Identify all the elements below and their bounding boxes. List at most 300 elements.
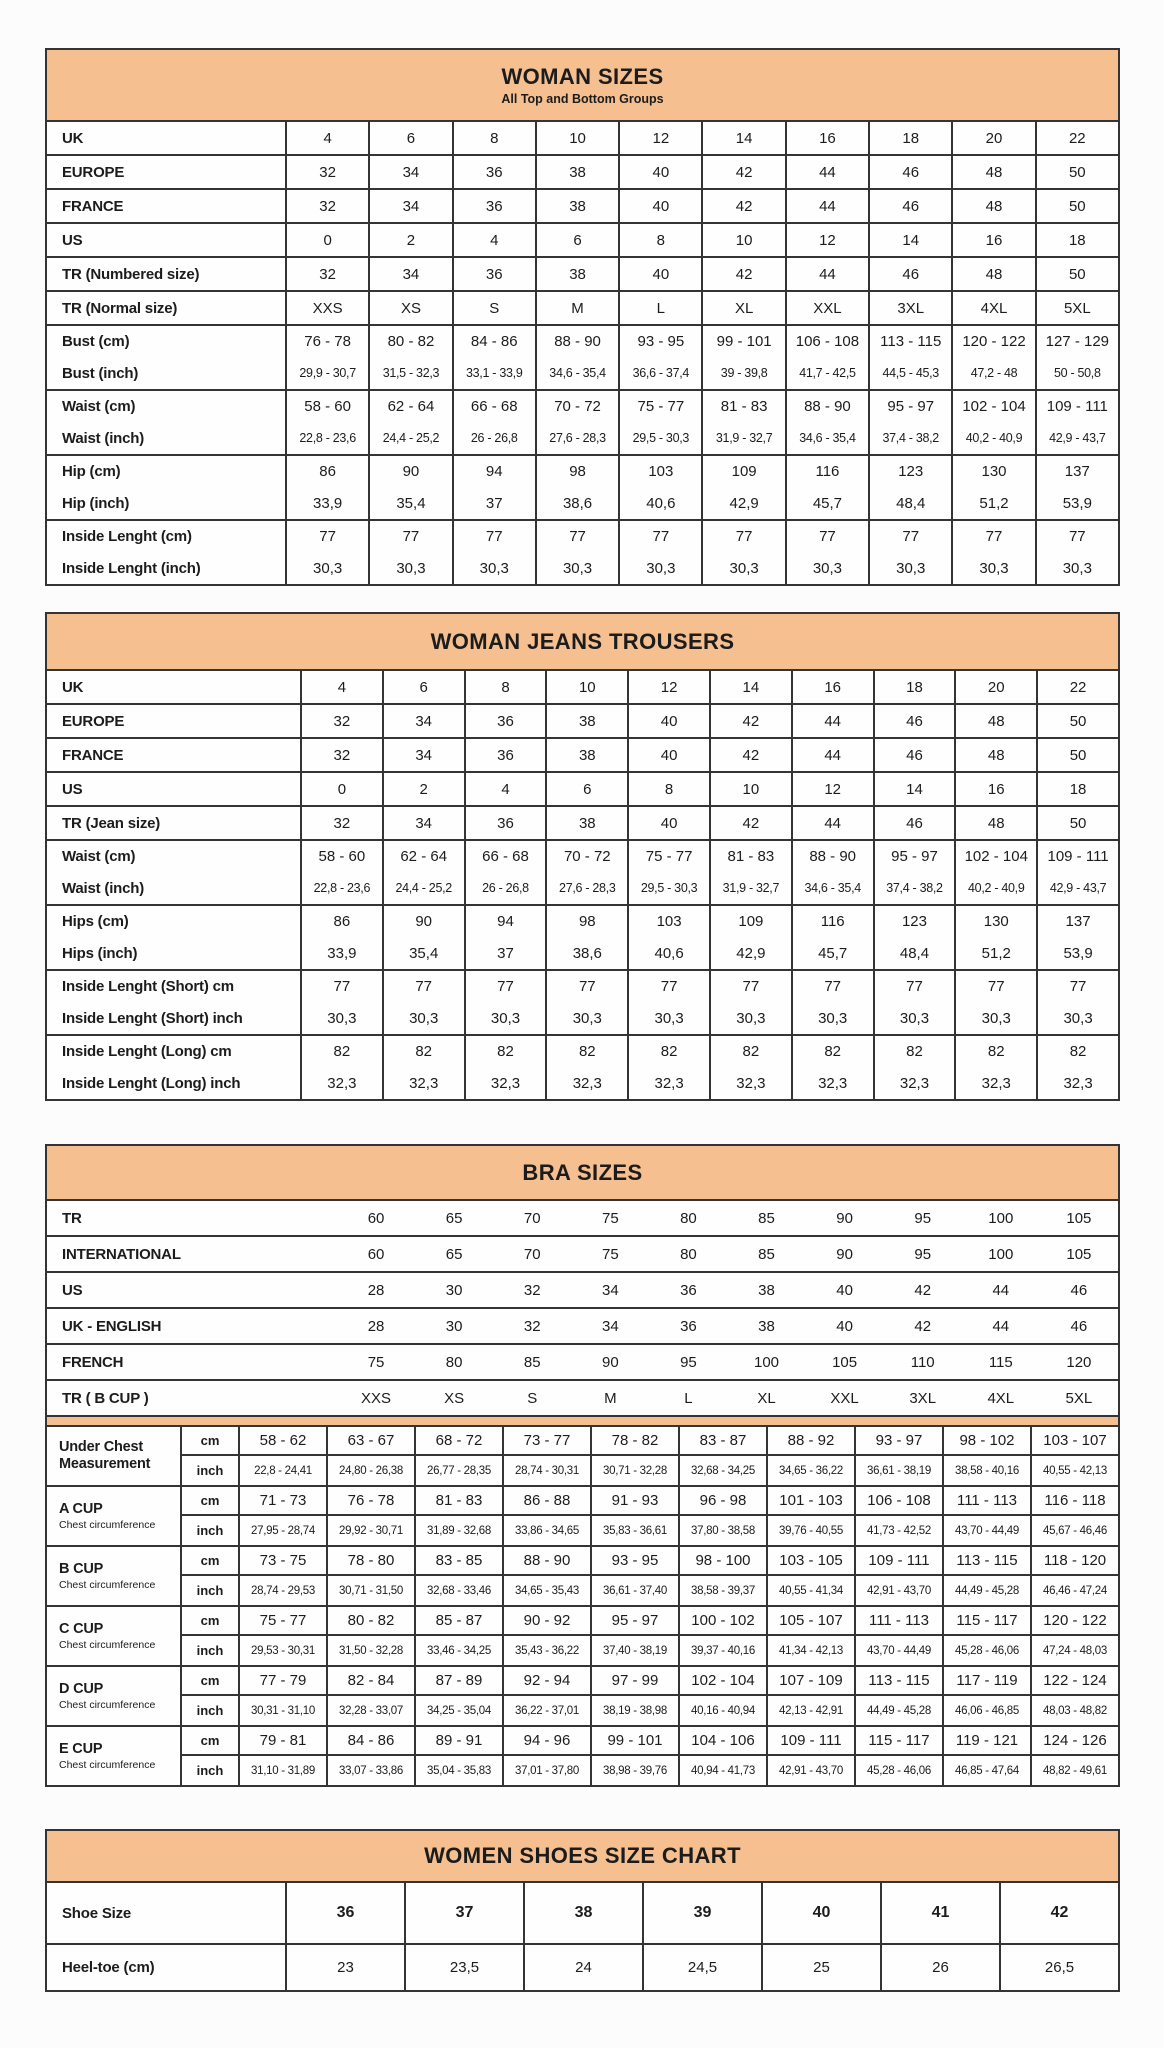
size-value: 41,73 - 42,52: [856, 1516, 944, 1545]
size-value: 4XL: [953, 292, 1036, 324]
size-value: 82: [466, 1036, 548, 1068]
size-value: 26 - 26,8: [454, 423, 537, 455]
size-value: 94 - 96: [504, 1727, 592, 1754]
size-value: 75: [571, 1237, 649, 1271]
size-value: 50 - 50,8: [1037, 358, 1118, 390]
size-value: 45,28 - 46,06: [944, 1636, 1032, 1665]
size-value: 48,82 - 49,61: [1032, 1756, 1118, 1785]
size-value: 82 - 84: [328, 1667, 416, 1694]
size-value: XXL: [787, 292, 870, 324]
row-label: Hips (cm): [47, 906, 302, 938]
size-value: 34: [370, 258, 453, 290]
row-group: [47, 156, 1118, 190]
size-value: 30,3: [793, 1003, 875, 1035]
size-value: 78 - 80: [328, 1547, 416, 1574]
unit-label: inch: [182, 1636, 240, 1665]
table-row: [47, 971, 1118, 1003]
size-value: 40: [620, 156, 703, 188]
cup-label-sub: Chest circumference: [59, 1699, 156, 1712]
size-value: 101 - 103: [768, 1487, 856, 1514]
row-label: UK: [47, 671, 302, 703]
size-value: 45,7: [787, 488, 870, 520]
size-value: 18: [1038, 773, 1118, 805]
size-value: 97 - 99: [592, 1667, 680, 1694]
size-value: 33,9: [302, 938, 384, 970]
table-row: [47, 258, 1118, 290]
size-value: 20: [956, 671, 1038, 703]
size-value: 22,8 - 23,6: [287, 423, 370, 455]
shoes-size-table: [45, 1829, 1120, 1992]
size-value: 32,28 - 33,07: [328, 1696, 416, 1725]
size-value: 31,10 - 31,89: [240, 1756, 328, 1785]
size-value: 34: [384, 739, 466, 771]
cup-label: [47, 1487, 182, 1545]
row-label: EUROPE: [47, 705, 302, 737]
bra-sizes-header: [47, 1146, 1118, 1201]
size-value: 91 - 93: [592, 1487, 680, 1514]
size-value: 5XL: [1040, 1381, 1118, 1415]
size-value: 85: [493, 1345, 571, 1379]
table-row: [47, 1945, 1118, 1990]
size-value: 20: [953, 122, 1036, 154]
table-row: [47, 807, 1118, 839]
row-label: US: [47, 773, 302, 805]
row-label: FRANCE: [47, 190, 287, 222]
size-value: 110: [884, 1345, 962, 1379]
size-value: 46: [1040, 1273, 1118, 1307]
size-value: 127 - 129: [1037, 326, 1118, 358]
size-value: 0: [302, 773, 384, 805]
size-value: 40,16 - 40,94: [680, 1696, 768, 1725]
size-value: 14: [875, 773, 957, 805]
size-value: 76 - 78: [287, 326, 370, 358]
size-value: 83 - 87: [680, 1427, 768, 1454]
size-value: 77: [787, 521, 870, 553]
cup-label-main: E CUP: [59, 1740, 103, 1757]
size-value: 30,3: [870, 553, 953, 585]
size-value: 23,5: [406, 1945, 525, 1990]
size-value: 46,06 - 46,85: [944, 1696, 1032, 1725]
size-value: 37,01 - 37,80: [504, 1756, 592, 1785]
row-label: Inside Lenght (Short) cm: [47, 971, 302, 1003]
table-row: [47, 671, 1118, 703]
size-value: 82: [302, 1036, 384, 1068]
size-value: 8: [454, 122, 537, 154]
size-value: 117 - 119: [944, 1667, 1032, 1694]
size-value: 30,3: [454, 553, 537, 585]
size-value: 80: [649, 1237, 727, 1271]
table-row: [47, 553, 1118, 585]
size-value: 40,2 - 40,9: [956, 873, 1038, 905]
size-value: 30,71 - 32,28: [592, 1456, 680, 1485]
size-value: 40: [806, 1309, 884, 1343]
size-value: 48: [953, 190, 1036, 222]
woman-sizes-body: [47, 122, 1118, 584]
size-value: 40,6: [620, 488, 703, 520]
size-value: 32,68 - 34,25: [680, 1456, 768, 1485]
woman-sizes-header: [47, 50, 1118, 122]
size-value: 30,3: [547, 1003, 629, 1035]
row-label: Waist (cm): [47, 391, 287, 423]
size-value: 58 - 60: [302, 841, 384, 873]
row-group: [47, 292, 1118, 326]
size-value: 31,9 - 32,7: [703, 423, 786, 455]
size-value: 77: [956, 971, 1038, 1003]
size-value: 75 - 77: [240, 1607, 328, 1634]
size-value: M: [571, 1381, 649, 1415]
size-value: 30: [415, 1309, 493, 1343]
size-value: 29,5 - 30,3: [629, 873, 711, 905]
size-value: 53,9: [1037, 488, 1118, 520]
size-value: 44: [793, 739, 875, 771]
size-value: 30,3: [466, 1003, 548, 1035]
size-value: 16: [787, 122, 870, 154]
bra-cup-section: [47, 1427, 1118, 1785]
size-value: 46: [870, 190, 953, 222]
size-value: 109: [711, 906, 793, 938]
size-value: 80 - 82: [328, 1607, 416, 1634]
size-value: 47,24 - 48,03: [1032, 1636, 1118, 1665]
size-value: 103 - 105: [768, 1547, 856, 1574]
size-value: 82: [793, 1036, 875, 1068]
size-value: 29,5 - 30,3: [620, 423, 703, 455]
size-value: 42: [703, 190, 786, 222]
size-value: 98: [537, 456, 620, 488]
size-value: 38,19 - 38,98: [592, 1696, 680, 1725]
size-value: 48: [956, 807, 1038, 839]
size-value: 35,4: [384, 938, 466, 970]
shoes-body: [47, 1883, 1118, 1990]
row-label: UK - ENGLISH: [47, 1309, 337, 1343]
size-value: 66 - 68: [466, 841, 548, 873]
size-value: 28: [337, 1309, 415, 1343]
size-value: 103: [629, 906, 711, 938]
table-row: [182, 1576, 1118, 1605]
size-value: 93 - 97: [856, 1427, 944, 1454]
size-value: 42,9: [703, 488, 786, 520]
size-value: L: [649, 1381, 727, 1415]
size-value: 32: [302, 705, 384, 737]
bra-sizes-title: BRA SIZES: [522, 1159, 643, 1185]
table-row: [182, 1636, 1118, 1665]
size-value: 36: [649, 1273, 727, 1307]
unit-label: inch: [182, 1756, 240, 1785]
row-group: [47, 1201, 1118, 1237]
size-value: 18: [870, 122, 953, 154]
size-value: 102 - 104: [953, 391, 1036, 423]
size-value: 30,3: [875, 1003, 957, 1035]
size-value: 120 - 122: [1032, 1607, 1118, 1634]
cup-label-sub: Chest circumference: [59, 1639, 156, 1652]
size-value: 84 - 86: [328, 1727, 416, 1754]
size-value: 16: [953, 224, 1036, 256]
size-value: 33,86 - 34,65: [504, 1516, 592, 1545]
cup-rows: [182, 1547, 1118, 1605]
size-value: 80: [649, 1201, 727, 1235]
size-value: 46: [870, 156, 953, 188]
table-row: [47, 358, 1118, 390]
size-value: 44,49 - 45,28: [944, 1576, 1032, 1605]
row-label: UK: [47, 122, 287, 154]
size-value: 25: [763, 1945, 882, 1990]
size-value: 24,4 - 25,2: [370, 423, 453, 455]
size-value: 81 - 83: [416, 1487, 504, 1514]
size-value: 77: [537, 521, 620, 553]
size-value: 2: [370, 224, 453, 256]
size-value: 28: [337, 1273, 415, 1307]
size-value: 50: [1038, 739, 1118, 771]
unit-label: inch: [182, 1516, 240, 1545]
size-value: 30,3: [302, 1003, 384, 1035]
size-value: 99 - 101: [703, 326, 786, 358]
row-group: [47, 739, 1118, 773]
size-value: 40,94 - 41,73: [680, 1756, 768, 1785]
size-value: 81 - 83: [703, 391, 786, 423]
size-value: 84 - 86: [454, 326, 537, 358]
size-value: 45,67 - 46,46: [1032, 1516, 1118, 1545]
unit-label: cm: [182, 1667, 240, 1694]
size-value: 58 - 62: [240, 1427, 328, 1454]
table-row: [182, 1456, 1118, 1485]
unit-label: cm: [182, 1607, 240, 1634]
size-value: 86 - 88: [504, 1487, 592, 1514]
size-value: 34: [370, 156, 453, 188]
size-value: 30,3: [1038, 1003, 1118, 1035]
size-value: 16: [956, 773, 1038, 805]
size-value: 116: [793, 906, 875, 938]
size-value: 33,46 - 34,25: [416, 1636, 504, 1665]
size-value: 77: [953, 521, 1036, 553]
size-value: 47,2 - 48: [953, 358, 1036, 390]
size-value: 48,03 - 48,82: [1032, 1696, 1118, 1725]
cup-group: [47, 1727, 1118, 1785]
size-value: 32,3: [629, 1068, 711, 1100]
size-value: 77: [703, 521, 786, 553]
size-value: 95 - 97: [875, 841, 957, 873]
size-value: 46: [870, 258, 953, 290]
size-value: 95 - 97: [870, 391, 953, 423]
row-label: Inside Lenght (Short) inch: [47, 1003, 302, 1035]
table-row: [47, 705, 1118, 737]
size-value: 2: [384, 773, 466, 805]
size-value: 48: [956, 739, 1038, 771]
size-value: 10: [711, 773, 793, 805]
size-value: 32,3: [793, 1068, 875, 1100]
table-row: [47, 1036, 1118, 1068]
cup-group: [47, 1427, 1118, 1487]
size-value: 37,4 - 38,2: [875, 873, 957, 905]
size-value: 60: [337, 1201, 415, 1235]
size-value: 123: [870, 456, 953, 488]
size-value: 88 - 90: [504, 1547, 592, 1574]
size-value: L: [620, 292, 703, 324]
size-value: 53,9: [1038, 938, 1118, 970]
bra-divider-strip: [47, 1415, 1118, 1427]
size-value: 32: [287, 190, 370, 222]
unit-label: inch: [182, 1456, 240, 1485]
cup-rows: [182, 1667, 1118, 1725]
size-value: 73 - 77: [504, 1427, 592, 1454]
size-value: 109 - 111: [1037, 391, 1118, 423]
size-value: 48: [956, 705, 1038, 737]
size-value: 36,22 - 37,01: [504, 1696, 592, 1725]
size-value: 85: [727, 1201, 805, 1235]
unit-label: cm: [182, 1547, 240, 1574]
size-value: 76 - 78: [328, 1487, 416, 1514]
row-group: [47, 1036, 1118, 1099]
woman-jeans-title: WOMAN JEANS TROUSERS: [430, 628, 735, 654]
size-value: 29,53 - 30,31: [240, 1636, 328, 1665]
size-value: 27,6 - 28,3: [537, 423, 620, 455]
size-value: 46,46 - 47,24: [1032, 1576, 1118, 1605]
size-value: 33,1 - 33,9: [454, 358, 537, 390]
size-value: 78 - 82: [592, 1427, 680, 1454]
size-value: 46,85 - 47,64: [944, 1756, 1032, 1785]
size-value: 30,3: [287, 553, 370, 585]
size-value: XXS: [287, 292, 370, 324]
size-value: 98 - 100: [680, 1547, 768, 1574]
size-value: 95: [884, 1237, 962, 1271]
size-value: 115: [962, 1345, 1040, 1379]
size-value: 4XL: [962, 1381, 1040, 1415]
size-value: 100: [727, 1345, 805, 1379]
table-row: [47, 1068, 1118, 1100]
row-group: [47, 705, 1118, 739]
table-row: [47, 1273, 1118, 1307]
size-value: 33,9: [287, 488, 370, 520]
size-value: 51,2: [953, 488, 1036, 520]
size-value: 98 - 102: [944, 1427, 1032, 1454]
size-value: 89 - 91: [416, 1727, 504, 1754]
size-value: 100 - 102: [680, 1607, 768, 1634]
size-value: 37,40 - 38,19: [592, 1636, 680, 1665]
size-value: 32,3: [711, 1068, 793, 1100]
row-label: Hip (inch): [47, 488, 287, 520]
size-value: 37,4 - 38,2: [870, 423, 953, 455]
size-value: 82: [1038, 1036, 1118, 1068]
size-value: 77: [370, 521, 453, 553]
size-value: 62 - 64: [370, 391, 453, 423]
size-value: 42,91 - 43,70: [856, 1576, 944, 1605]
size-value: 48: [953, 258, 1036, 290]
size-value: 10: [703, 224, 786, 256]
size-value: 34: [571, 1309, 649, 1343]
size-value: 70: [493, 1237, 571, 1271]
size-value: 65: [415, 1237, 493, 1271]
woman-jeans-table: [45, 612, 1120, 1101]
row-group: [47, 1345, 1118, 1381]
size-value: 38,6: [547, 938, 629, 970]
row-label: Waist (cm): [47, 841, 302, 873]
size-value: 96 - 98: [680, 1487, 768, 1514]
row-group: [47, 1883, 1118, 1945]
size-value: 109 - 111: [856, 1547, 944, 1574]
size-value: 50: [1038, 705, 1118, 737]
size-value: 42,9: [711, 938, 793, 970]
size-value: 40: [629, 807, 711, 839]
size-value: 34: [571, 1273, 649, 1307]
size-value: 42,13 - 42,91: [768, 1696, 856, 1725]
unit-label: inch: [182, 1696, 240, 1725]
size-value: 93 - 95: [592, 1547, 680, 1574]
size-value: 77: [620, 521, 703, 553]
size-value: 113 - 115: [870, 326, 953, 358]
size-value: 38: [537, 156, 620, 188]
size-value: 42,91 - 43,70: [768, 1756, 856, 1785]
cup-rows: [182, 1607, 1118, 1665]
size-value: 85 - 87: [416, 1607, 504, 1634]
row-label: US: [47, 1273, 337, 1307]
size-value: 22,8 - 24,41: [240, 1456, 328, 1485]
size-value: 66 - 68: [454, 391, 537, 423]
size-value: 50: [1038, 807, 1118, 839]
size-value: 41,34 - 42,13: [768, 1636, 856, 1665]
size-value: 36: [454, 190, 537, 222]
cup-rows: [182, 1487, 1118, 1545]
size-value: 90: [806, 1237, 884, 1271]
size-value: 34,6 - 35,4: [787, 423, 870, 455]
size-value: 6: [370, 122, 453, 154]
size-value: XS: [370, 292, 453, 324]
size-value: 48,4: [875, 938, 957, 970]
size-value: 44,49 - 45,28: [856, 1696, 944, 1725]
size-value: 109 - 111: [1038, 841, 1118, 873]
size-value: 44,5 - 45,3: [870, 358, 953, 390]
row-label: FRENCH: [47, 1345, 337, 1379]
size-value: 80 - 82: [370, 326, 453, 358]
size-value: 113 - 115: [944, 1547, 1032, 1574]
size-value: 105 - 107: [768, 1607, 856, 1634]
row-group: [47, 906, 1118, 971]
table-row: [47, 938, 1118, 970]
size-value: 106 - 108: [787, 326, 870, 358]
table-row: [47, 873, 1118, 905]
cup-label-sub: Chest circumference: [59, 1519, 156, 1532]
size-value: 44: [962, 1309, 1040, 1343]
size-value: 88 - 92: [768, 1427, 856, 1454]
size-value: 34: [370, 190, 453, 222]
table-row: [47, 156, 1118, 188]
size-value: 40: [806, 1273, 884, 1307]
row-group: [47, 1273, 1118, 1309]
size-value: 82: [547, 1036, 629, 1068]
size-value: 30,3: [956, 1003, 1038, 1035]
size-value: 62 - 64: [384, 841, 466, 873]
row-label: Hips (inch): [47, 938, 302, 970]
size-value: 68 - 72: [416, 1427, 504, 1454]
size-value: 43,70 - 44,49: [856, 1636, 944, 1665]
size-value: 32: [287, 258, 370, 290]
size-value: 34,65 - 36,22: [768, 1456, 856, 1485]
size-value: 31,5 - 32,3: [370, 358, 453, 390]
size-value: 37,80 - 38,58: [680, 1516, 768, 1545]
size-value: 106 - 108: [856, 1487, 944, 1514]
size-value: XXS: [337, 1381, 415, 1415]
size-value: 44: [787, 190, 870, 222]
size-value: 109 - 111: [768, 1727, 856, 1754]
woman-jeans-header: [47, 614, 1118, 671]
row-group: [47, 1381, 1118, 1415]
table-row: [47, 906, 1118, 938]
size-value: 31,89 - 32,68: [416, 1516, 504, 1545]
size-value: 18: [1037, 224, 1118, 256]
size-value: 6: [547, 773, 629, 805]
cup-label: [47, 1547, 182, 1605]
size-value: 18: [875, 671, 957, 703]
size-value: 32: [287, 156, 370, 188]
size-value: 8: [466, 671, 548, 703]
size-value: 30,3: [384, 1003, 466, 1035]
